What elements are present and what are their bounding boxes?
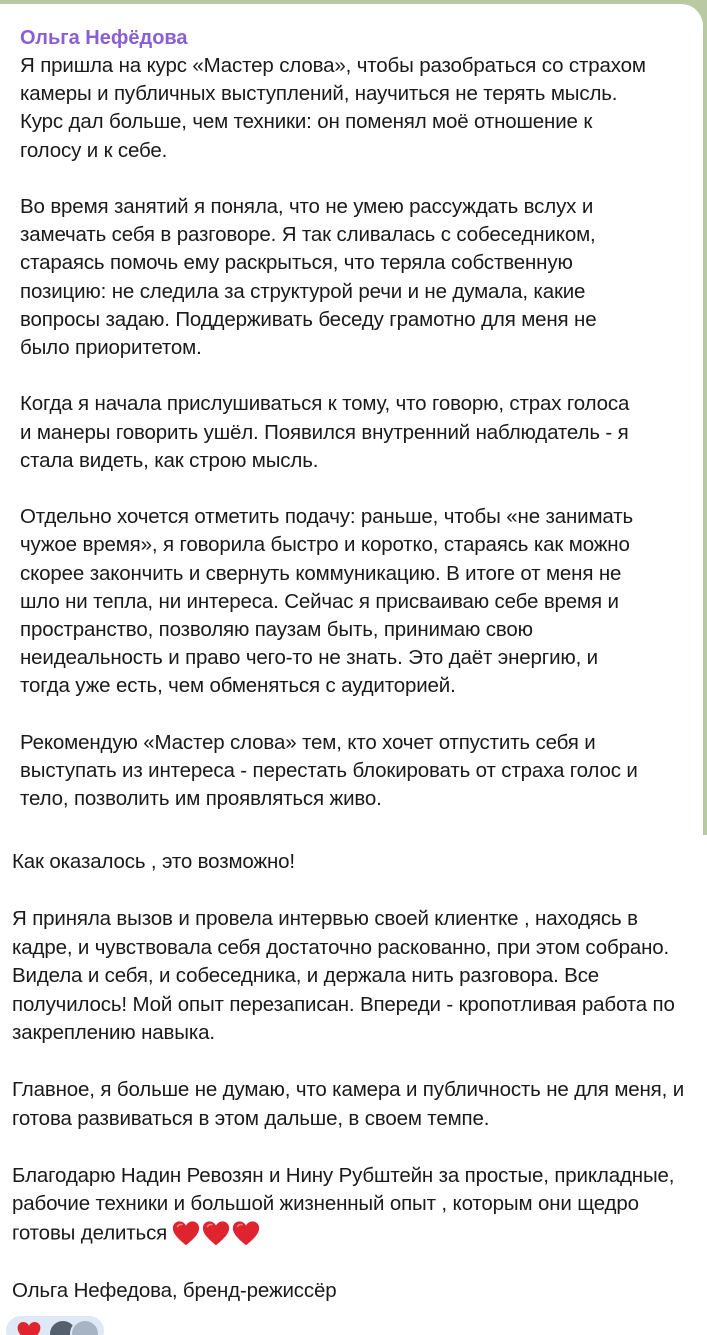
- avatar: [70, 1319, 100, 1335]
- heart-icon: [231, 1219, 261, 1249]
- reaction-chip[interactable]: [6, 1316, 104, 1335]
- signature: Ольга Нефедова, бренд-режиссёр: [12, 1279, 337, 1302]
- heart-icon: [171, 1219, 201, 1249]
- text-paragraph: Я приняла вызов и провела интервью своей клиентке , находясь в кадре, и чувствовала себя достаточно раскованно, при этом собрано. Видела и себя, и собеседника, и держала нить разговора. Все получилось! Мой опыт перезаписан. Впереди - кропотливая работа по закреплению навыка.: [12, 907, 675, 1044]
- message-bubble[interactable]: [0, 4, 703, 835]
- message-paragraph: Отдельно хочется отметить подачу: раньше, чтобы «не занимать чужое время», я говорила быстро и коротко, стараясь как можно скорее закончить и свернуть коммуникацию. В итоге от меня не шло ни тепла, ни интереса. Сейчас я присваиваю себе время и пространство, позволяю паузам быть, принимаю свою неидеальность и право чего-то не знать. Это даёт энергию, и тогда уже есть, чем обменяться с аудиторией.: [20, 505, 633, 698]
- text-paragraph: Как оказалось , это возможно!: [12, 850, 295, 873]
- text-paragraph: Главное, я больше не думаю, что камера и публичность не для меня, и готова развиваться в этом дальше, в своем темпе.: [12, 1078, 685, 1130]
- message-paragraph: Рекомендую «Мастер слова» тем, кто хочет отпустить себя и выступать из интереса - перестать блокировать от страха голос и тело, позволить им проявляться живо.: [20, 730, 638, 811]
- message-paragraph: Когда я начала прислушиваться к тому, что говорю, страх голоса и манеры говорить ушёл. Появился внутренний наблюдатель - я стала видеть, как строю мысль.: [20, 392, 630, 472]
- heart-icon: [201, 1219, 231, 1249]
- text-paragraph: [12, 1162, 702, 1249]
- continuation-text: [12, 848, 702, 1306]
- heart-icon: [16, 1320, 42, 1335]
- hearts-emoji: [171, 1219, 261, 1249]
- message-paragraph: Во время занятий я поняла, что не умею рассуждать вслух и замечать себя в разговоре. Я так сливалась с собеседником, стараясь помочь ему раскрыться, что теряла собственную позицию: не следила за структурой речи и не думала, какие вопросы задаю. Поддерживать беседу грамотно для меня не было приоритетом.: [20, 195, 597, 360]
- thanks-text: Благодарю Надин Ревозян и Нину Рубштейн за простые, прикладные, рабочие техники и большой жизненный опыт , которым они щедро готовы делиться: [12, 1163, 675, 1244]
- message-paragraph: Я пришла на курс «Мастер слова», чтобы разобраться со страхом камеры и публичных выступлений, научиться не терять мысль. Курс дал больше, чем техники: он поменял моё отношение к голосу и к себе.: [20, 54, 646, 162]
- sender-name[interactable]: Ольга Нефёдова: [20, 27, 188, 49]
